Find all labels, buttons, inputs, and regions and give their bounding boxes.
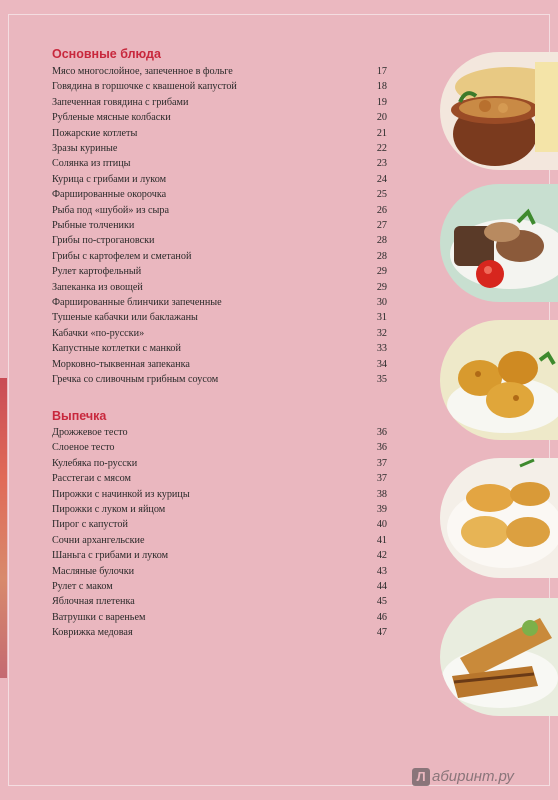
toc-entry-page-number: 36	[376, 427, 387, 438]
watermark-logo-icon: Л	[412, 768, 430, 786]
toc-entry-page-number: 29	[376, 266, 387, 278]
toc-entry	[52, 218, 387, 233]
toc-entry	[52, 79, 387, 94]
toc-entry-title: Коврижка медовая	[52, 627, 133, 639]
toc-entry-page-number: 21	[376, 127, 387, 139]
toc-entry-title: Зразы куриные	[52, 143, 118, 154]
toc-entry-title: Дрожжевое тесто	[52, 427, 128, 438]
toc-entry-page-number: 41	[376, 534, 387, 546]
toc-entry-title: Слоеное тесто	[52, 442, 115, 454]
food-photo-pot-roast	[440, 52, 558, 170]
toc-entry-title: Расстегаи с мясом	[52, 473, 131, 485]
toc-entry	[52, 141, 387, 156]
toc-entry-page-number: 45	[376, 596, 387, 608]
toc-entry	[52, 625, 387, 640]
toc-entry-page-number: 42	[376, 550, 387, 562]
toc-entry-page-number: 26	[376, 204, 387, 216]
toc-entry-page-number: 35	[376, 374, 387, 385]
toc-entry-title: Пожарские котлеты	[52, 127, 138, 139]
toc-entry	[52, 203, 387, 218]
toc-entry-title: Сочни архангельские	[52, 534, 145, 546]
toc-entry-title: Морковно-тыквенная запеканка	[52, 358, 190, 370]
toc-entry-title: Запеченная говядина с грибами	[52, 96, 189, 108]
toc-entry-page-number: 38	[376, 488, 387, 500]
toc-entry-page-number: 28	[376, 235, 387, 247]
toc-entry-title: Рыба под «шубой» из сыра	[52, 204, 170, 216]
toc-entry	[52, 233, 387, 248]
food-photo-fried-cutlets	[440, 320, 558, 440]
toc-entry-title: Мясо многослойное, запеченное в фольге	[52, 66, 233, 77]
toc-entry-title: Шаньга с грибами и луком	[52, 550, 169, 562]
section-title-main-dishes: Основные блюда	[52, 47, 161, 61]
toc-entry-page-number: 29	[376, 281, 387, 293]
toc-entry-title: Кулебяка по-русски	[52, 457, 138, 469]
toc-entry-title: Грибы по-строгановски	[52, 235, 155, 247]
toc-entry-page-number: 36	[376, 442, 387, 454]
toc-entry-title: Пирожки с луком и яйцом	[52, 504, 166, 515]
toc-entry-title: Рулет с маком	[52, 581, 113, 592]
toc-entry	[52, 372, 387, 387]
toc-entry	[52, 126, 387, 141]
toc-entry	[52, 487, 387, 502]
toc-entry	[52, 310, 387, 325]
toc-entry-title: Говядина в горшочке с квашеной капустой	[52, 81, 237, 93]
toc-entry-title: Яблочная плетенка	[52, 596, 135, 608]
toc-entry	[52, 341, 387, 356]
toc-entry-page-number: 18	[376, 81, 387, 93]
left-edge-photo-strip	[0, 378, 7, 678]
toc-entry-title: Капустные котлетки с манкой	[52, 343, 181, 355]
toc-entry	[52, 110, 387, 125]
toc-entry	[52, 187, 387, 202]
toc-entry-title: Солянка из птицы	[52, 158, 131, 170]
toc-entry	[52, 594, 387, 609]
toc-entry-page-number: 37	[376, 457, 387, 469]
toc-entry-title: Курица с грибами и луком	[52, 173, 167, 185]
toc-entry	[52, 156, 387, 171]
toc-entry-title: Рубленые мясные колбаски	[52, 112, 171, 124]
watermark: Л абиринт.ру	[412, 768, 514, 786]
toc-entry-page-number: 22	[376, 143, 387, 154]
toc-entry-page-number: 19	[376, 96, 387, 108]
toc-entry-page-number: 25	[376, 189, 387, 201]
toc-entry	[52, 456, 387, 471]
toc-entry	[52, 264, 387, 279]
toc-entry	[52, 95, 387, 110]
toc-entry	[52, 326, 387, 341]
toc-entry-title: Грибы с картофелем и сметаной	[52, 250, 192, 262]
section-title-baking: Выпечка	[52, 409, 107, 423]
toc-entry-page-number: 47	[376, 627, 387, 639]
toc-entry-title: Тушеные кабачки или баклажаны	[52, 312, 198, 324]
toc-entry-page-number: 31	[376, 312, 387, 324]
toc-entry	[52, 440, 387, 455]
toc-entry	[52, 64, 387, 79]
toc-entry	[52, 533, 387, 548]
toc-entry-title: Фаршированные окорочка	[52, 189, 167, 201]
toc-entry-page-number: 32	[376, 327, 387, 339]
toc-entry-title: Гречка со сливочным грибным соусом	[52, 374, 219, 385]
toc-entry	[52, 502, 387, 517]
toc-entry	[52, 172, 387, 187]
toc-entry	[52, 471, 387, 486]
toc-entry	[52, 579, 387, 594]
toc-entry-title: Пирожки с начинкой из курицы	[52, 488, 190, 500]
toc-entry-page-number: 28	[376, 250, 387, 262]
toc-entry-page-number: 46	[376, 611, 387, 623]
toc-entry-page-number: 44	[376, 581, 387, 592]
toc-entry-page-number: 39	[376, 504, 387, 515]
toc-entry-page-number: 24	[376, 173, 387, 185]
toc-entry-page-number: 34	[376, 358, 387, 370]
toc-entry-title: Рулет картофельный	[52, 266, 142, 278]
toc-entry	[52, 249, 387, 264]
toc-entry	[52, 357, 387, 372]
toc-entry-title: Ватрушки с вареньем	[52, 611, 146, 623]
toc-entry-page-number: 37	[376, 473, 387, 485]
toc-entry-title: Кабачки «по-русски»	[52, 327, 145, 339]
toc-entry	[52, 280, 387, 295]
toc-entry	[52, 517, 387, 532]
toc-entry-page-number: 43	[376, 565, 387, 577]
toc-entry-title: Фаршированные блинчики запеченные	[52, 297, 222, 308]
toc-entry	[52, 548, 387, 563]
toc-entry	[52, 564, 387, 579]
toc-entry-title: Рыбные толченики	[52, 220, 135, 231]
toc-entry-title: Масляные булочки	[52, 565, 135, 577]
toc-entry	[52, 295, 387, 310]
toc-entry-page-number: 40	[376, 519, 387, 531]
food-photo-pies	[440, 458, 558, 578]
toc-entry	[52, 425, 387, 440]
toc-entry-page-number: 23	[376, 158, 387, 170]
toc-entry-page-number: 30	[376, 297, 387, 308]
toc-entry-page-number: 33	[376, 343, 387, 355]
toc-entry-page-number: 27	[376, 220, 387, 231]
toc-entry-title: Запеканка из овощей	[52, 281, 143, 293]
toc-entry-page-number: 20	[376, 112, 387, 124]
toc-entry-page-number: 17	[376, 66, 387, 77]
food-photo-meat-plate	[440, 184, 558, 302]
toc-entry	[52, 610, 387, 625]
food-photo-honey-cake	[440, 598, 558, 716]
toc-entry-title: Пирог с капустой	[52, 519, 128, 531]
